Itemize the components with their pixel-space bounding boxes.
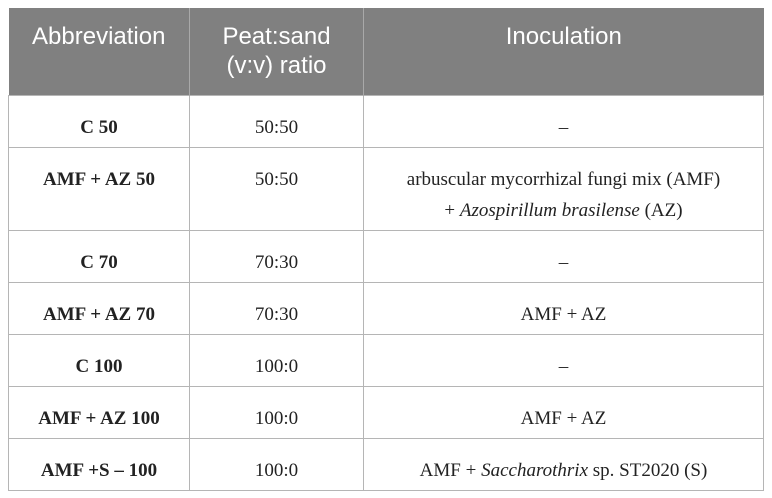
inoculation-cell: – (364, 334, 764, 386)
ratio-cell: 50:50 (190, 95, 364, 147)
abbreviation-cell: AMF + AZ 70 (9, 282, 190, 334)
ratio-cell: 100:0 (190, 334, 364, 386)
table-body (9, 95, 764, 490)
inoculation-species: Azospirillum brasilense (459, 199, 640, 221)
inoculation-cell (364, 438, 764, 490)
table-row (9, 147, 764, 230)
ratio-cell: 100:0 (190, 386, 364, 438)
inoculation-cell (364, 147, 764, 230)
inoculation-cell: – (364, 230, 764, 282)
inoculation-cell: AMF + AZ (364, 282, 764, 334)
header-ratio-line1: Peat:sand (222, 23, 331, 50)
ratio-cell: 70:30 (190, 282, 364, 334)
abbreviation-cell: C 70 (9, 230, 190, 282)
header-inoculation: Inoculation (364, 8, 764, 95)
ratio-cell: 70:30 (190, 230, 364, 282)
header-ratio (190, 8, 364, 95)
table-row (9, 95, 764, 147)
data-table (8, 8, 764, 491)
abbreviation-cell: AMF + AZ 50 (9, 147, 190, 230)
table-row (9, 282, 764, 334)
abbreviation-cell: AMF + AZ 100 (9, 386, 190, 438)
table-row (9, 438, 764, 490)
inoculation-suffix: sp. ST2020 (S) (588, 459, 708, 481)
header-ratio-line2: (v:v) ratio (226, 52, 327, 79)
ratio-cell: 50:50 (190, 147, 364, 230)
inoculation-cell: – (364, 95, 764, 147)
table-row (9, 386, 764, 438)
abbreviation-cell: AMF +S – 100 (9, 438, 190, 490)
inoculation-suffix: (AZ) (639, 199, 683, 221)
inoculation-line2 (370, 195, 757, 226)
inoculation-prefix: AMF + (419, 459, 482, 481)
table-row (9, 230, 764, 282)
table-header (9, 8, 764, 95)
inoculation-prefix: + (444, 199, 460, 221)
header-row (9, 8, 764, 95)
ratio-cell: 100:0 (190, 438, 364, 490)
inoculation-species: Saccharothrix (481, 459, 589, 481)
inoculation-line1: arbuscular mycorrhizal fungi mix (AMF) (406, 168, 721, 190)
table-row (9, 334, 764, 386)
header-abbreviation: Abbreviation (9, 8, 190, 95)
abbreviation-cell: C 100 (9, 334, 190, 386)
abbreviation-cell: C 50 (9, 95, 190, 147)
inoculation-cell: AMF + AZ (364, 386, 764, 438)
